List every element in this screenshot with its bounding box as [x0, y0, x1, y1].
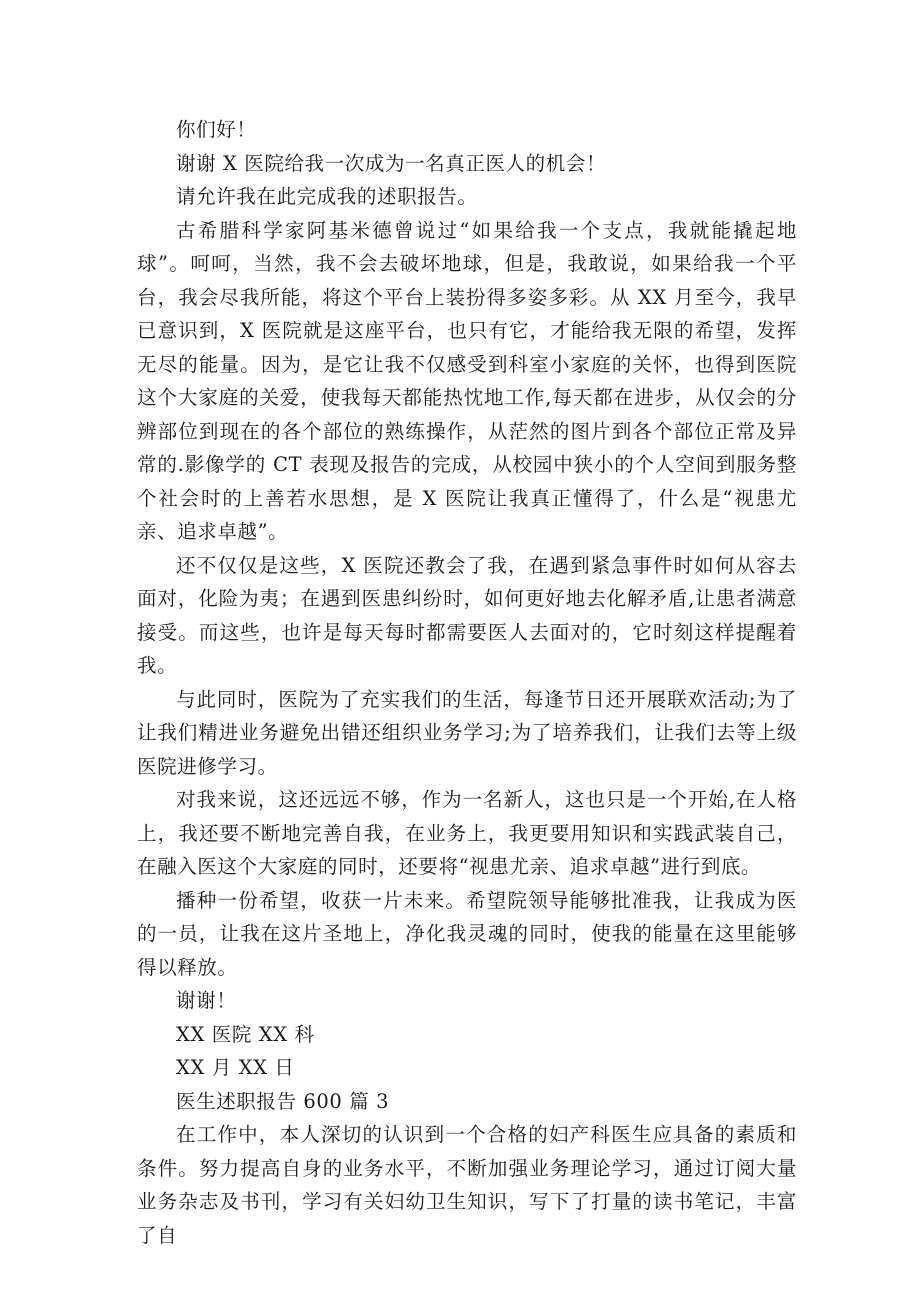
- section-title: 医生述职报告 600 篇 3: [176, 1089, 390, 1113]
- body-paragraph: 对我来说，这还远远不够，作为一名新人，这也只是一个开始,在人格上，我还要不断地完善自我，在业务上，我更要用知识和实践武装自己，在融入医这个大家庭的同时，还要将“视患尤亲、追求卓越”进行到底。: [137, 788, 797, 878]
- closing-thanks: 谢谢！: [176, 989, 237, 1012]
- thanks-line: 谢谢 X 医院给我一次成为一名真正医人的机会！: [176, 151, 607, 175]
- intro-line: 请允许我在此完成我的述职报告。: [176, 185, 478, 208]
- greeting-line: 你们好！: [176, 118, 257, 141]
- document-body: [137, 113, 797, 1252]
- body-paragraph: 播种一份希望，收获一片未来。希望院领导能够批准我，让我成为医的一员，让我在这片圣地上，净化我灵魂的同时，使我的能量在这里能够得以释放。: [137, 888, 797, 979]
- body-paragraph: 古希腊科学家阿基米德曾说过“如果给我一个支点，我就能撬起地球”。呵呵，当然，我不会去破坏地球，但是，我敢说，如果给我一个平台，我会尽我所能，将这个平台上装扮得多姿多彩。从 XX 月至今，我早已意识到，X 医院就是这座平台，也只有它，才能给我无限的希望，发挥无尽的能量。因为，是它让我不仅感受到科室小家庭的关怀，也得到医院这个大家庭的关爱，使我每天都能热忱地工作,每天都在进步，从仅会的分辨部位到现在的各个部位的熟练操作，从茫然的图片到各个部位正常及异常的.影像学的 CT 表现及报告的完成，从校园中狭小的个人空间到服务整个社会时的上善若水思想，是 X 医院让我真正懂得了，什么是“视患尤亲、追求卓越”。: [137, 218, 797, 543]
- signature-date: XX 月 XX 日: [176, 1056, 295, 1079]
- signature-department: XX 医院 XX 科: [176, 1022, 315, 1046]
- body-paragraph: 与此同时，医院为了充实我们的生活，每逢节日还开展联欢活动;为了让我们精进业务避免出错还组织业务学习;为了培养我们，让我们去等上级医院进修学习。: [137, 687, 797, 778]
- body-paragraph: 还不仅仅是这些，X 医院还教会了我，在遇到紧急事件时如何从容去面对，化险为夷；在遇到医患纠纷时，如何更好地去化解矛盾,让患者满意接受。而这些，也许是每天每时都需要医人去面对的，它时刻这样提醒着我。: [137, 553, 797, 677]
- body-paragraph: 在工作中，本人深切的认识到一个合格的妇产科医生应具备的素质和条件。努力提高自身的业务水平，不断加强业务理论学习，通过订阅大量业务杂志及书刊，学习有关妇幼卫生知识，写下了打量的读书笔记，丰富了自: [137, 1123, 797, 1247]
